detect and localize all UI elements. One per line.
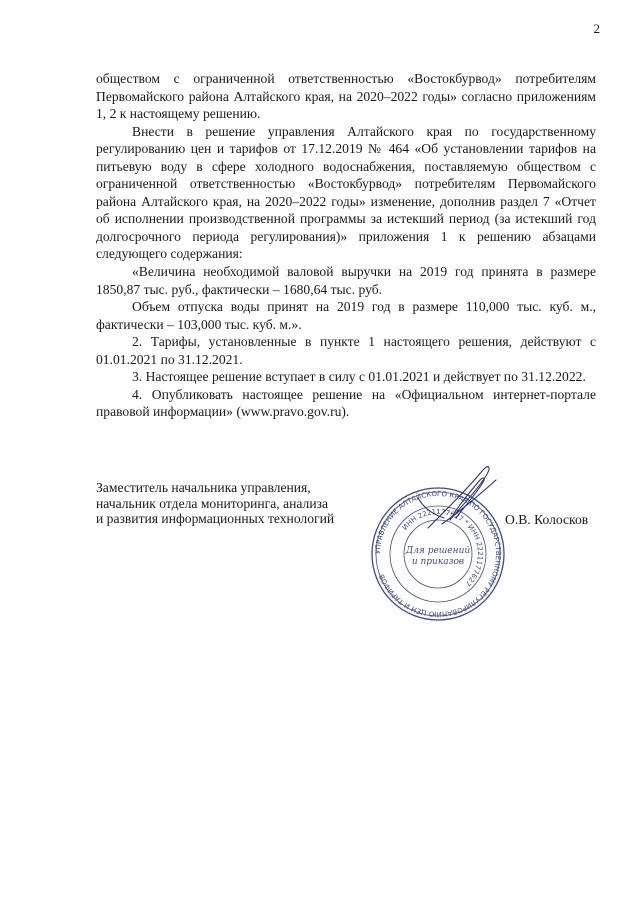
- paragraph-amendment: Внести в решение управления Алтайского края по государственному регулированию цен и тарифов от 17.12.2019 № 464 «Об установлении тарифов на питьевую воду в сфере холодного водоснабжения, поставляемую обществом с ограниченной ответственностью «Востокбурвод» потребителям Первомайского района Алтайского края, на 2020–2022 годы» изменение, дополнив раздел 7 «Отчет об исполнении производственной программы за истекший период (за истекший год долгосрочного периода регулирования)» приложения 1 к решению абзацами следующего содержания:: [96, 123, 596, 262]
- official-seal: [358, 458, 518, 628]
- paragraph-revenue: «Величина необходимой валовой выручки на 2019 год принята в размере 1850,87 тыс. руб., фактически – 1680,64 тыс. руб.: [96, 264, 596, 297]
- document-body: [96, 70, 596, 421]
- svg-text:УПРАВЛЕНИЕ АЛТАЙСКОГО КРАЯ ПО: УПРАВЛЕНИЕ АЛТАЙСКОГО КРАЯ ПО ГОСУДАРСТВЕННОМУ РЕГУЛИРОВАНИЮ ЦЕН И ТАРИФОВ: [373, 489, 503, 619]
- svg-text:и приказов: и приказов: [411, 557, 465, 567]
- page-number: 2: [593, 21, 600, 36]
- position-line: и развития информационных технологий: [96, 511, 335, 526]
- paragraph-item-3: 3. Настоящее решение вступает в силу с 01.01.2021 и действует по 31.12.2022.: [132, 369, 586, 385]
- signatory-name: О.В. Колосков: [505, 512, 589, 527]
- paragraph-continuation: обществом с ограниченной ответственностью «Востокбурвод» потребителям Первомайского района Алтайского края, на 2020–2022 годы» согласно приложениям 1, 2 к настоящему решению.: [96, 71, 596, 122]
- paragraph-item-2: 2. Тарифы, установленные в пункте 1 настоящего решения, действуют с 01.01.2021 по 31.12.2021.: [96, 334, 596, 367]
- paragraph-water-volume: Объем отпуска воды принят на 2019 год в размере 110,000 тыс. куб. м., фактически – 103,000 тыс. куб. м.».: [96, 299, 596, 332]
- position-line: начальник отдела мониторинга, анализа: [96, 495, 329, 511]
- position-line: Заместитель начальника управления,: [96, 480, 311, 495]
- signatory-position: [96, 480, 366, 527]
- paragraph-item-4: 4. Опубликовать настоящее решение на «Официальном интернет-портале правовой информации» (www.pravo.gov.ru).: [96, 386, 596, 420]
- svg-text:ИНН 2221177627 * ИНН 222117762: ИНН 2221177627 * ИНН 2221177627: [400, 507, 485, 588]
- svg-text:Для решений: Для решений: [405, 546, 471, 556]
